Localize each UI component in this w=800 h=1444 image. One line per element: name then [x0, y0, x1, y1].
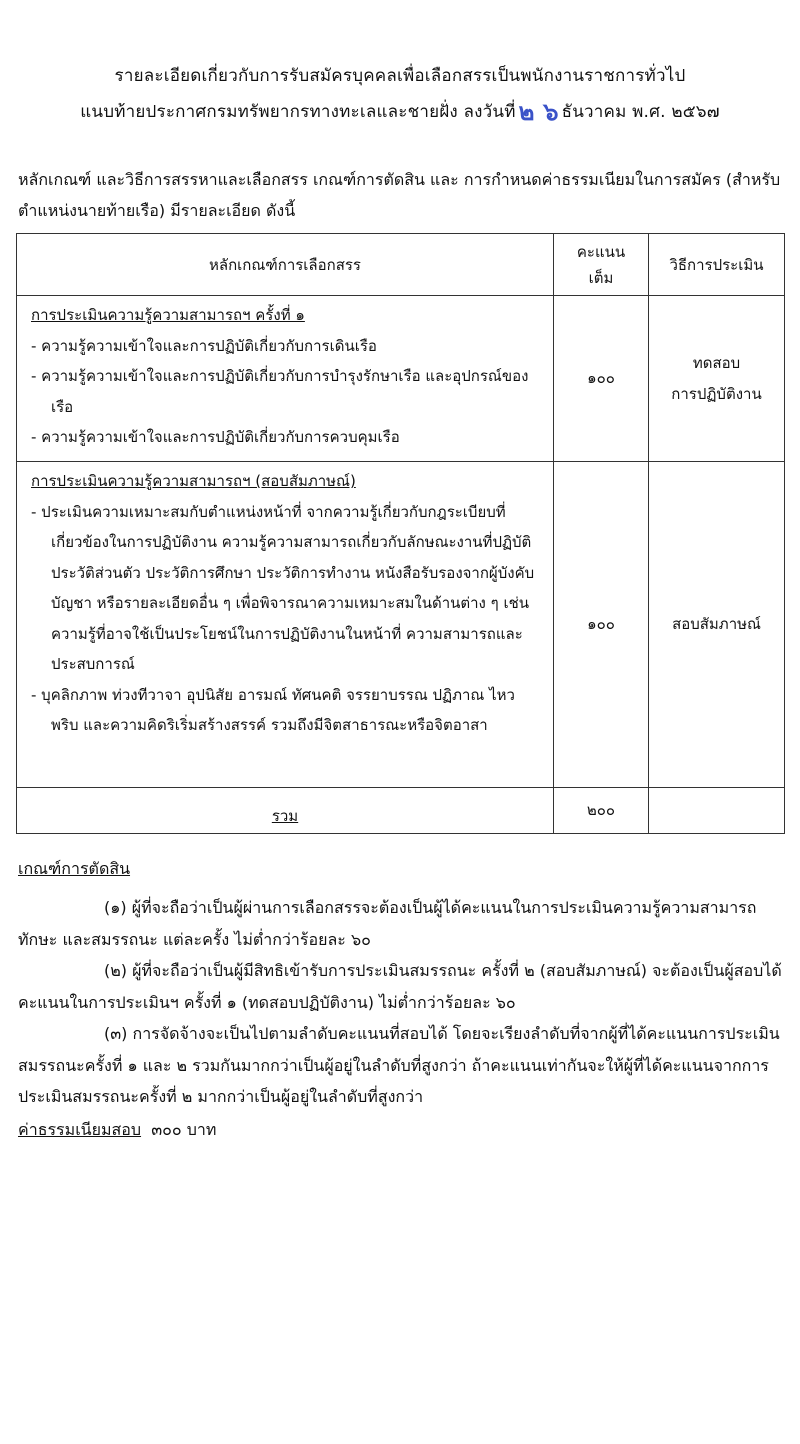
header-criteria: หลักเกณฑ์การเลือกสรร	[17, 234, 554, 296]
method-line1: สอบสัมภาษณ์	[672, 615, 761, 634]
total-score: ๒๐๐	[554, 788, 649, 834]
list-item: - ความรู้ความเข้าใจและการปฏิบัติเกี่ยวกับการควบคุมเรือ	[31, 428, 400, 446]
method-cell	[649, 462, 785, 788]
list-item: - ความรู้ความเข้าใจและการปฏิบัติเกี่ยวกับการเดินเรือ	[31, 336, 377, 355]
criteria-table	[16, 233, 785, 834]
title-date-suffix: ธันวาคม พ.ศ. ๒๕๖๗	[561, 102, 720, 122]
verdict-paragraph-2: (๒) ผู้ที่จะถือว่าเป็นผู้มีสิทธิเข้ารับการประเมินสมรรถนะ ครั้งที่ ๒ (สอบสัมภาษณ์) จะต้องเป็นผู้สอบได้คะแนนในการประเมินฯ ครั้งที่ ๑ (ทดสอบปฏิบัติงาน) ไม่ต่ำกว่าร้อยละ ๖๐	[18, 961, 782, 1012]
method-cell	[649, 296, 785, 462]
table-header-row	[17, 234, 785, 296]
score-cell: ๑๐๐	[554, 296, 649, 462]
total-method-empty	[649, 788, 785, 834]
criteria-cell	[17, 462, 554, 788]
table-total-row	[17, 788, 785, 834]
list-item: - ประเมินความเหมาะสมกับตำแหน่งหน้าที่ จากความรู้เกี่ยวกับกฎระเบียบที่เกี่ยวข้องในการปฏิบัติงาน ความรู้ความสามารถเกี่ยวกับลักษณะงานที่ปฏิบัติ ประวัติส่วนตัว ประวัติการศึกษา ประวัติการทำงาน หนังสือรับรองจากผู้บังคับบัญชา หรือรายละเอียดอื่น ๆ เพื่อพิจารณาความเหมาะสมในด้านต่าง ๆ เช่น ความรู้ที่อาจใช้เป็นประโยชน์ในการปฏิบัติงานในหน้าที่ ความสามารถและประสบการณ์	[31, 502, 535, 673]
section-title: การประเมินความรู้ความสามารถฯ (สอบสัมภาษณ์)	[31, 472, 356, 490]
fee-value: ๓๐๐ บาท	[151, 1120, 217, 1139]
header-score-line1: คะแนน	[576, 242, 626, 261]
total-label: รวม	[17, 788, 554, 834]
method-line1: ทดสอบ	[692, 354, 741, 372]
verdict-paragraph-3: (๓) การจัดจ้างจะเป็นไปตามลำดับคะแนนที่สอบได้ โดยจะเรียงลำดับที่จากผู้ที่ได้คะแนนการประเมินสมรรถนะครั้งที่ ๑ และ ๒ รวมกันมากกว่าเป็นผู้อยู่ในลำดับที่สูงกว่า ถ้าคะแนนเท่ากันจะให้ผู้ที่ได้คะแนนจากการประเมินสมรรถนะครั้งที่ ๒ มากกว่าเป็นผู้อยู่ในลำดับที่สูงกว่า	[18, 1024, 780, 1106]
header-score-line2: เต็ม	[588, 268, 614, 287]
handwritten-day: ๒ ๖	[518, 98, 559, 126]
header-method: วิธีการประเมิน	[649, 234, 785, 296]
list-item: - บุคลิกภาพ ท่วงทีวาจา อุปนิสัย อารมณ์ ทัศนคติ จรรยาบรรณ ปฏิภาณ ไหวพริบ และความคิดริเริ่มสร้างสรรค์ รวมถึงมีจิตสาธารณะหรือจิตอาสา	[31, 685, 515, 734]
table-row	[17, 462, 785, 788]
intro-paragraph: หลักเกณฑ์ และวิธีการสรรหาและเลือกสรร เกณฑ์การตัดสิน และ การกำหนดค่าธรรมเนียมในการสมัคร (สำหรับตำแหน่งนายท้ายเรือ) มีรายละเอียด ดังนี้	[18, 170, 781, 220]
document-title-line1: รายละเอียดเกี่ยวกับการรับสมัครบุคคลเพื่อเลือกสรรเป็นพนักงานราชการทั่วไป	[114, 66, 686, 86]
verdict-paragraph-1: (๑) ผู้ที่จะถือว่าเป็นผู้ผ่านการเลือกสรรจะต้องเป็นผู้ได้คะแนนในการประเมินความรู้ความสามารถ ทักษะ และสมรรถนะ แต่ละครั้ง ไม่ต่ำกว่าร้อยละ ๖๐	[18, 898, 757, 949]
title-prefix: แนบท้ายประกาศกรมทรัพยากรทางทะเลและชายฝั่ง ลงวันที่	[80, 102, 516, 122]
verdict-heading: เกณฑ์การตัดสิน	[18, 859, 131, 878]
header-score	[554, 234, 649, 296]
fee-label: ค่าธรรมเนียมสอบ	[18, 1120, 142, 1139]
method-line2: การปฏิบัติงาน	[671, 384, 762, 403]
table-row	[17, 296, 785, 462]
list-item: - ความรู้ความเข้าใจและการปฏิบัติเกี่ยวกับการบำรุงรักษาเรือ และอุปกรณ์ของเรือ	[31, 367, 529, 416]
section-title: การประเมินความรู้ความสามารถฯ ครั้งที่ ๑	[31, 306, 305, 324]
document-title-line2	[0, 92, 800, 131]
fee-line	[18, 1118, 216, 1143]
score-cell: ๑๐๐	[554, 462, 649, 788]
criteria-cell	[17, 296, 554, 462]
